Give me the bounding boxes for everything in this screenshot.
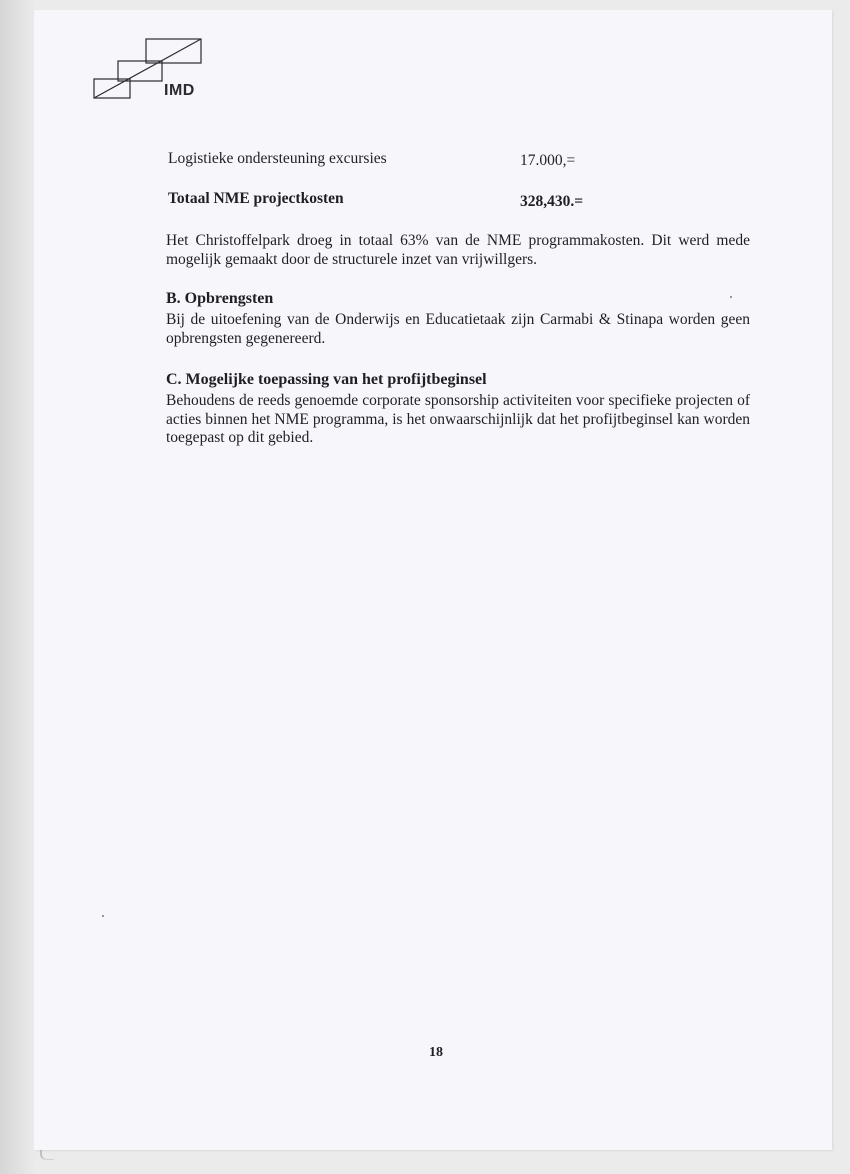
section-c-heading: C. Mogelijke toepassing van het profijtbeginsel bbox=[166, 371, 487, 388]
total-row-label: Totaal NME projectkosten bbox=[168, 190, 344, 207]
total-row-value: 328,430.= bbox=[520, 193, 584, 210]
logo-text: IMD bbox=[164, 82, 195, 99]
section-b-heading: B. Opbrengsten bbox=[166, 290, 274, 307]
document-page bbox=[34, 10, 832, 1150]
page-number: 18 bbox=[429, 1045, 443, 1060]
intro-paragraph: Het Christoffelpark droeg in totaal 63% van de NME programmakosten. Dit werd mede mogelijk gemaakt door de structurele inzet van vrijwillgers. bbox=[166, 232, 750, 268]
section-c-body: Behoudens de reeds genoemde corporate sponsorship activiteiten voor specifieke projecten of acties binnen het NME programma, is het onwaarschijnlijk dat het profijtbeginsel kan worden toegepast op dit gebied. bbox=[166, 392, 750, 446]
cost-row-label: Logistieke ondersteuning excursies bbox=[168, 150, 387, 167]
section-b-body: Bij de uitoefening van de Onderwijs en Educatietaak zijn Carmabi & Stinapa worden geen opbrengsten gegenereerd. bbox=[166, 311, 750, 347]
scan-speck bbox=[730, 296, 732, 298]
scan-speck bbox=[102, 915, 104, 917]
cost-row-value: 17.000,= bbox=[520, 152, 576, 169]
